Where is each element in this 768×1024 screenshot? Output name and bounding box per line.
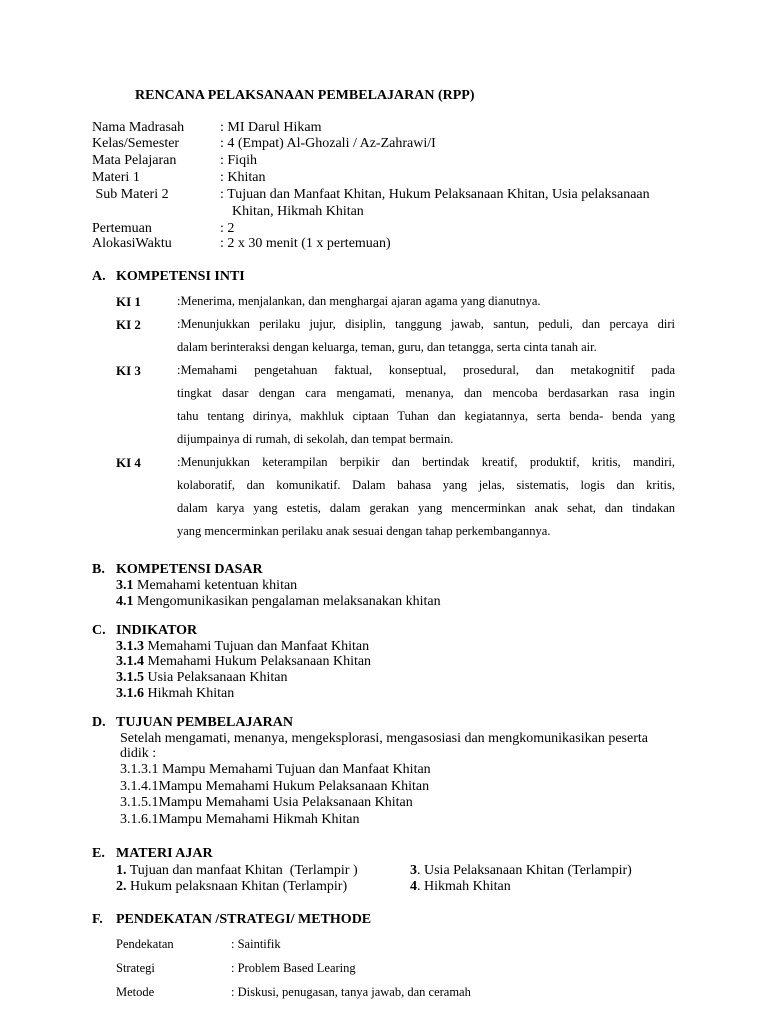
metode-label: Metode (116, 985, 155, 999)
indikator-item-2-num: 3.1.4 (116, 654, 144, 669)
kd-item-2-num: 4.1 (116, 594, 134, 609)
ki-2-label: KI 2 (116, 317, 141, 332)
ki-2-text (177, 313, 675, 359)
kd-item-1 (116, 578, 297, 594)
ki-2-line-1: :Menunjukkan perilaku jujur, disiplin, tanggung jawab, santun, peduli, dan percaya diri (177, 317, 675, 331)
pendekatan-value: : Saintifik (231, 937, 281, 951)
materi-item-2-num: 2. (116, 879, 127, 894)
indikator-item-3-num: 3.1.5 (116, 670, 144, 685)
ki-3-line-3: tahu tentang dirinya, makhluk ciptaan Tuhan dan kegiatannya, serta benda- benda yang (177, 409, 675, 423)
section-f-title: PENDEKATAN /STRATEGI/ METHODE (116, 912, 372, 927)
materi-item-1-num: 1. (116, 863, 127, 878)
section-d-title: TUJUAN PEMBELAJARAN (116, 715, 293, 730)
materi-item-3-text: . Usia Pelaksanaan Khitan (Terlampir) (417, 863, 632, 878)
tujuan-item-2: 3.1.4.1Mampu Memahami Hukum Pelaksanaan Khitan (120, 779, 430, 794)
section-c-title: INDIKATOR (116, 623, 198, 638)
materi-item-1 (116, 863, 358, 879)
ki-4-line-1: :Menunjukkan keterampilan berpikir dan bertindak kreatif, produktif, kritis, mandiri, (177, 455, 675, 469)
indikator-item-4-text: Hikmah Khitan (144, 686, 235, 701)
ki-4-text (177, 451, 675, 543)
ki-3-line-2: tingkat dasar dengan cara mengamati, menanya, dan mencoba berdasarkan rasa ingin (177, 386, 675, 400)
section-d-letter: D. (92, 715, 106, 730)
section-b-letter: B. (92, 562, 105, 577)
section-e-title: MATERI AJAR (116, 846, 213, 861)
indikator-item-4-num: 3.1.6 (116, 686, 144, 701)
materi-item-4-num: 4 (410, 879, 417, 894)
info-value-alokasi: : 2 x 30 menit (1 x pertemuan) (220, 236, 391, 251)
ki-1-text (177, 290, 675, 313)
materi-item-2 (116, 879, 347, 895)
tujuan-intro-line-1: Setelah mengamati, menanya, mengeksplorasi, mengasosiasi dan mengkomunikasikan peserta (120, 731, 648, 746)
kd-item-1-text: Memahami ketentuan khitan (133, 578, 298, 593)
info-label-madrasah: Nama Madrasah (92, 120, 185, 135)
ki-4-label: KI 4 (116, 455, 141, 470)
strategi-label: Strategi (116, 961, 155, 975)
ki-3-text (177, 359, 675, 451)
ki-3-line-1: :Memahami pengetahuan faktual, konseptual, prosedural, dan metakognitif pada (177, 363, 675, 377)
indikator-item-3-text: Usia Pelaksanaan Khitan (144, 670, 288, 685)
indikator-item-3 (116, 670, 287, 686)
info-value-mapel: : Fiqih (220, 153, 257, 168)
info-label-mapel: Mata Pelajaran (92, 153, 177, 168)
indikator-item-1-text: Memahami Tujuan dan Manfaat Khitan (144, 639, 370, 654)
ki-1-line-1: :Menerima, menjalankan, dan menghargai ajaran agama yang dianutnya. (177, 294, 541, 308)
ki-2-line-2: dalam berinteraksi dengan keluarga, teman, guru, dan tetangga, serta cinta tanah air. (177, 340, 597, 354)
info-value-madrasah: : MI Darul Hikam (220, 120, 322, 135)
kd-item-2-text: Mengomunikasikan pengalaman melaksanakan khitan (133, 594, 441, 609)
info-label-submateri: Sub Materi 2 (92, 187, 169, 202)
kd-item-2 (116, 594, 441, 610)
indikator-item-2 (116, 654, 371, 670)
tujuan-item-3: 3.1.5.1Mampu Memahami Usia Pelaksanaan Khitan (120, 795, 413, 810)
ki-3-line-4: dijumpainya di rumah, di sekolah, dan tempat bermain. (177, 432, 454, 446)
materi-item-3 (410, 863, 632, 879)
section-c-letter: C. (92, 623, 106, 638)
info-value-submateri-cont: Khitan, Hikmah Khitan (232, 204, 364, 219)
pendekatan-label: Pendekatan (116, 937, 174, 951)
tujuan-intro-line-2: didik : (120, 746, 157, 761)
tujuan-item-1: 3.1.3.1 Mampu Memahami Tujuan dan Manfaat Khitan (120, 762, 431, 777)
info-label-pertemuan: Pertemuan (92, 221, 152, 236)
tujuan-item-4: 3.1.6.1Mampu Memahami Hikmah Khitan (120, 812, 360, 827)
materi-item-2-text: Hukum pelaksnaan Khitan (Terlampir) (126, 879, 348, 894)
info-label-alokasi: AlokasiWaktu (92, 236, 172, 251)
indikator-item-2-text: Memahami Hukum Pelaksanaan Khitan (144, 654, 372, 669)
strategi-value: : Problem Based Learing (231, 961, 356, 975)
ki-4-line-3: dalam karya yang estetis, dalam gerakan yang mencerminkan anak sehat, dan tindakan (177, 501, 675, 515)
materi-item-1-text: Tujuan dan manfaat Khitan (Terlampir ) (126, 863, 358, 878)
ki-1-label: KI 1 (116, 294, 141, 309)
kd-item-1-num: 3.1 (116, 578, 134, 593)
section-e-letter: E. (92, 846, 105, 861)
indikator-item-1-num: 3.1.3 (116, 639, 144, 654)
indikator-item-4 (116, 686, 234, 702)
materi-item-4-text: . Hikmah Khitan (417, 879, 511, 894)
ki-3-label: KI 3 (116, 363, 141, 378)
info-label-kelas: Kelas/Semester (92, 136, 180, 151)
ki-4-line-2: kolaboratif, dan komunikatif. Dalam bahasa yang jelas, sistematis, logis dan kritis, (177, 478, 675, 492)
info-value-submateri: : Tujuan dan Manfaat Khitan, Hukum Pelaksanaan Khitan, Usia pelaksanaan (220, 187, 650, 202)
ki-4-line-4: yang mencerminkan perilaku anak sesuai dengan tahap perkembangannya. (177, 524, 551, 538)
info-value-kelas: : 4 (Empat) Al-Ghozali / Az-Zahrawi/I (220, 136, 436, 151)
indikator-item-1 (116, 639, 369, 655)
materi-item-4 (410, 879, 511, 895)
metode-value: : Diskusi, penugasan, tanya jawab, dan ceramah (231, 985, 471, 999)
section-a-title: KOMPETENSI INTI (116, 269, 245, 284)
section-a-letter: A. (92, 269, 106, 284)
info-value-pertemuan: : 2 (220, 221, 235, 236)
info-label-materi: Materi 1 (92, 170, 140, 185)
page-title: RENCANA PELAKSANAAN PEMBELAJARAN (RPP) (135, 88, 475, 103)
info-value-materi: : Khitan (220, 170, 266, 185)
section-f-letter: F. (92, 912, 103, 927)
section-b-title: KOMPETENSI DASAR (116, 562, 263, 577)
materi-item-3-num: 3 (410, 863, 417, 878)
